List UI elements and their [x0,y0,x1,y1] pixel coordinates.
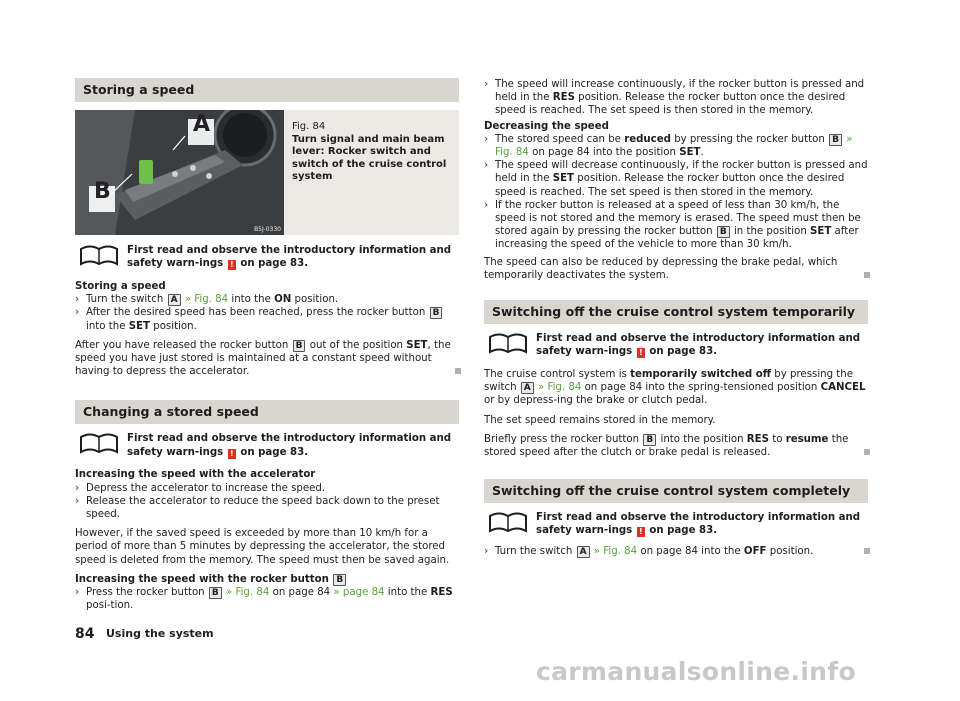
book-icon [488,331,528,355]
paragraph: The cruise control system is temporarily switched off by pressing the switch A » Fig. 84 on page 84 into the spring-tensioned position CANCEL or by depress-ing the brake or clutch pedal. [484,369,866,407]
note-page-ref: on page 83. [240,258,309,270]
lever-illustration-icon [75,110,284,235]
key-badge-b: B [717,226,730,238]
section-end-marker [455,368,461,374]
subheading-accelerator: Increasing the speed with the accelerator [75,469,316,481]
subheading-rocker: Increasing the speed with the rocker button B [75,573,459,586]
section-end-marker [864,272,870,278]
key-badge-b: B [829,134,842,146]
key-badge-b: B [293,340,306,352]
key-badge-b: B [643,434,656,446]
chevron-right-icon: › [75,495,80,507]
list-item: › Depress the accelerator to increase the speed. [75,482,326,494]
page-link[interactable]: » page 84 [333,587,385,599]
subheading-decreasing: Decreasing the speed [484,120,609,132]
book-icon [79,243,119,267]
section-heading-off-temporarily: Switching off the cruise control system temporarily [484,300,868,324]
warning-icon: ! [637,527,645,537]
figure-caption-box [284,110,459,235]
book-icon [79,431,119,455]
chevron-right-icon: › [484,546,489,558]
paragraph: The set speed remains stored in the memory. [484,414,716,426]
section-end-marker [864,449,870,455]
list-item: › Turn the switch A » Fig. 84 on page 84 into the OFF position. [484,545,868,558]
list-item: › The speed will decrease continuously, if the rocker button is pressed and held in the SET position. Release the rocker button once the desired speed is reached. The set speed is then stored in the memory. [484,160,868,198]
figure-caption [292,121,452,184]
section-heading-storing-speed: Storing a speed [75,78,459,102]
page-footer [75,627,214,641]
footer-chapter-title: Using the system [105,627,214,640]
page-number: 84 [75,626,95,642]
read-first-note [484,332,868,360]
key-badge-b: B [333,574,346,586]
paragraph: Briefly press the rocker button B into the position RES to resume the stored speed after the clutch or brake pedal is released. [484,433,868,459]
key-badge-b: B [430,307,443,319]
figure-number: Fig. 84 [292,121,326,132]
note-text: First read and observe the introductory information and safety warn-ings [536,512,861,537]
figure-link[interactable]: » Fig. 84 [593,546,638,558]
figure-image-lever [75,110,284,235]
list-item: › The speed will increase continuously, if the rocker button is pressed and held in the RES position. Release the rocker button once the desired speed is reached. The set speed is then stored in the memory. [484,79,865,117]
note-page-ref: on page 83. [649,525,718,537]
paragraph: The speed can also be reduced by depressing the brake pedal, which temporarily deactivates the system. [484,256,868,282]
figure-label-b: B [94,179,111,204]
book-icon [488,510,528,534]
note-page-ref: on page 83. [240,446,309,458]
chevron-right-icon: › [75,294,80,306]
chevron-right-icon: › [484,133,489,145]
note-text: First read and observe the introductory information and safety warn-ings [127,245,452,270]
warning-icon: ! [228,260,236,270]
list-item: › If the rocker button is released at a speed of less than 30 km/h, the speed is not stored and the memory is erased. The speed must then be stored again by pressing the rocker button B in the position SET after increasing the speed of the vehicle to more than 30 km/h. [484,199,861,251]
list-item: › Press the rocker button B » Fig. 84 on page 84 » page 84 into the RES posi-tion. [75,587,453,612]
section-heading-changing-speed: Changing a stored speed [75,400,459,424]
read-first-note [75,432,459,460]
figure-caption-text: Turn signal and main beam lever: Rocker switch and switch of the cruise control system [292,133,447,182]
key-badge-a: A [521,382,534,394]
warning-icon: ! [637,348,645,358]
note-text: First read and observe the introductory information and safety warn-ings [127,433,452,458]
right-column [484,78,868,558]
figure-84 [75,110,459,238]
section-heading-off-completely: Switching off the cruise control system completely [484,479,868,503]
figure-label-a: A [193,112,211,137]
note-text: First read and observe the introductory information and safety warn-ings [536,333,861,358]
figure-code: B5J-0330 [254,226,281,233]
figure-link[interactable]: » Fig. 84 [226,587,270,599]
chevron-right-icon: › [75,587,80,599]
section-end-marker [864,548,870,554]
key-badge-a: A [577,546,590,558]
watermark-text: carmanualsonline.info [536,657,856,686]
read-first-note [484,511,868,539]
left-column [75,78,459,612]
chevron-right-icon: › [75,482,80,494]
chevron-right-icon: › [484,79,489,90]
list-item: › Turn the switch A » Fig. 84 into the ON position. [75,294,339,306]
list-item: › The stored speed can be reduced by pressing the rocker button B » Fig. 84 on page 84 into the position SET. [484,133,853,159]
key-badge-a: A [168,294,181,306]
figure-link[interactable]: » Fig. 84 [495,133,853,159]
figure-link[interactable]: » Fig. 84 [184,294,229,306]
key-badge-b: B [209,587,222,599]
list-item: › Release the accelerator to reduce the speed back down to the preset speed. [75,495,440,521]
subheading-storing: Storing a speed [75,281,166,292]
chevron-right-icon: › [75,307,80,319]
paragraph: However, if the saved speed is exceeded by more than 10 km/h for a period of more than 5 minutes by depressing the accelerator, the stored speed is deleted from the memory. The speed must then be saved again. [75,528,450,566]
chevron-right-icon: › [484,199,489,211]
paragraph: After you have released the rocker button B out of the position SET, the speed you have just stored is maintained at a constant speed without having to depress the accelerator. [75,339,459,379]
warning-icon: ! [228,449,236,459]
note-page-ref: on page 83. [649,346,718,358]
chevron-right-icon: › [484,160,489,172]
read-first-note [75,244,459,272]
list-item: › After the desired speed has been reached, press the rocker button B into the SET position. [75,306,459,332]
figure-link[interactable]: » Fig. 84 [538,382,582,394]
